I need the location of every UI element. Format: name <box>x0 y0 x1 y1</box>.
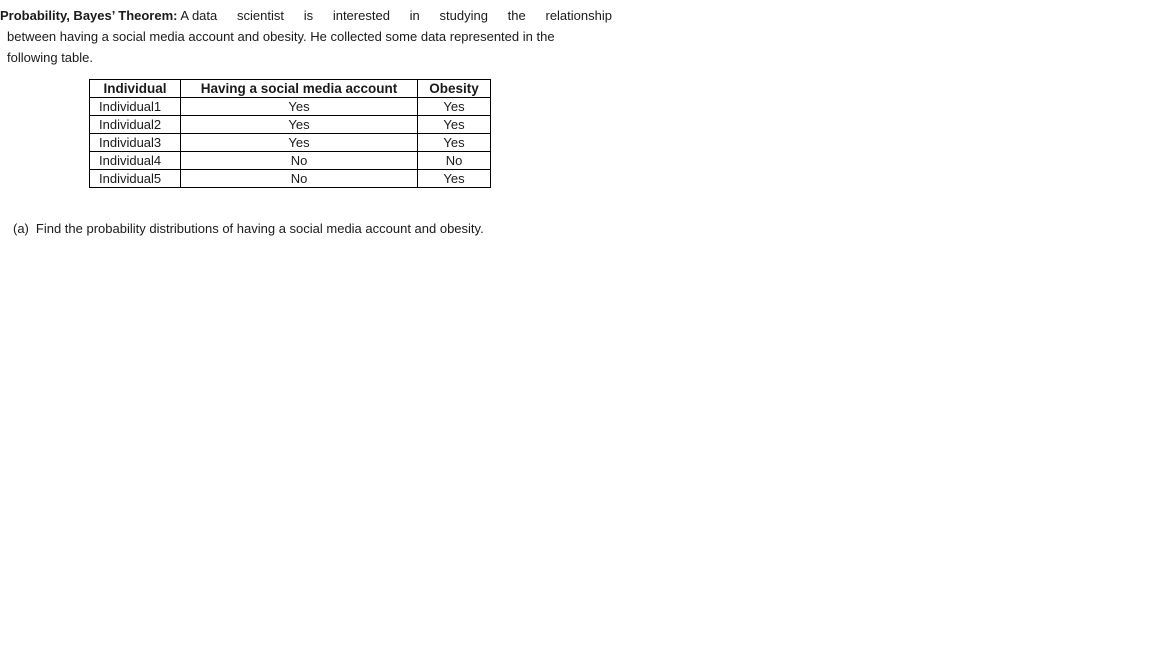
problem-word: studying <box>439 8 488 23</box>
problem-word: in <box>409 8 420 23</box>
column-header-obesity: Obesity <box>418 80 491 98</box>
cell-individual: Individual1 <box>90 98 181 116</box>
cell-obesity: Yes <box>418 116 491 134</box>
cell-obesity: Yes <box>418 98 491 116</box>
table-row <box>90 152 491 170</box>
question-text: Find the probability distributions of having a social media account and obesity. <box>35 221 484 236</box>
question-label: (a) <box>13 221 29 236</box>
table-row <box>90 134 491 152</box>
problem-word: relationship <box>545 8 612 23</box>
problem-word: A data <box>180 8 218 23</box>
cell-social-media: Yes <box>181 134 418 152</box>
problem-word: the <box>507 8 526 23</box>
table-row <box>90 170 491 188</box>
problem-word: is <box>303 8 314 23</box>
cell-obesity: Yes <box>418 170 491 188</box>
cell-individual: Individual5 <box>90 170 181 188</box>
table-row <box>90 116 491 134</box>
cell-obesity: No <box>418 152 491 170</box>
problem-line-1 <box>0 5 612 26</box>
column-header-individual: Individual <box>90 80 181 98</box>
cell-social-media: No <box>181 152 418 170</box>
cell-social-media: Yes <box>181 98 418 116</box>
table-header-row <box>90 80 491 98</box>
question-a <box>13 219 484 239</box>
column-header-social-media: Having a social media account <box>181 80 418 98</box>
cell-social-media: No <box>181 170 418 188</box>
problem-line-3: following table. <box>7 50 93 65</box>
cell-individual: Individual4 <box>90 152 181 170</box>
cell-individual: Individual3 <box>90 134 181 152</box>
data-table <box>89 79 491 188</box>
problem-line-2: between having a social media account and obesity. He collected some data represented in the <box>7 29 555 44</box>
cell-individual: Individual2 <box>90 116 181 134</box>
problem-statement <box>0 5 612 68</box>
problem-word: scientist <box>237 8 284 23</box>
table-row <box>90 98 491 116</box>
cell-obesity: Yes <box>418 134 491 152</box>
cell-social-media: Yes <box>181 116 418 134</box>
problem-heading: Probability, Bayes’ Theorem: <box>0 8 178 23</box>
problem-word: interested <box>332 8 390 23</box>
problem-lead <box>0 5 217 26</box>
